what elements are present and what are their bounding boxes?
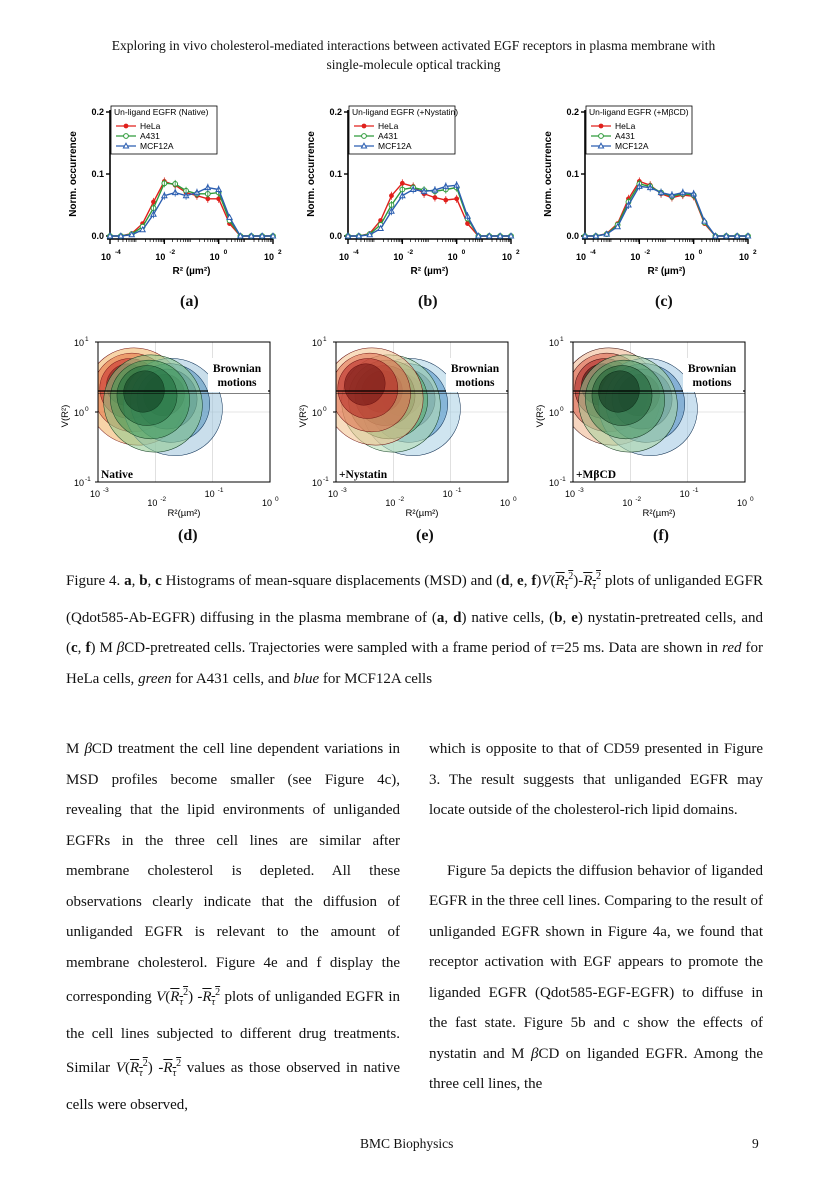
x-tick-exponent: 0 xyxy=(275,496,279,503)
x-tick-label: 10 xyxy=(622,498,633,508)
brownian-label-line-1: Brownian xyxy=(687,363,737,375)
legend-title: Un-ligand EGFR (+Nystatin) xyxy=(352,107,459,117)
y-tick-label: 0.0 xyxy=(329,231,342,241)
y-tick-label: 0.2 xyxy=(329,107,342,117)
x-tick-exponent: 0 xyxy=(750,496,754,503)
mask xyxy=(296,330,516,342)
mask xyxy=(533,330,753,342)
x-tick-exponent: -2 xyxy=(644,249,651,256)
x-tick-label: 10 xyxy=(738,252,750,262)
left-column xyxy=(66,734,400,1120)
x-tick-label: 10 xyxy=(564,489,576,499)
x-tick-label: 10 xyxy=(447,252,458,262)
y-axis-label: Norm. occurrence xyxy=(68,131,79,217)
legend xyxy=(586,106,692,154)
y-axis-label: Norm. occurrence xyxy=(543,131,554,217)
x-tick-label: 10 xyxy=(209,252,220,262)
condition-tag: Native xyxy=(101,469,133,481)
series-line-a431 xyxy=(348,188,511,236)
y-tick-label: 0.0 xyxy=(566,231,579,241)
series-line-a431 xyxy=(110,183,273,236)
legend-label-mcf12a: MCF12A xyxy=(140,141,174,151)
y-tick-label: 10 xyxy=(548,478,559,488)
legend-marker xyxy=(599,134,604,139)
x-tick-exponent: -3 xyxy=(341,487,347,494)
y-axis-label: V(R²) xyxy=(535,404,546,428)
x-axis-label: R²(µm²) xyxy=(405,508,439,519)
x-tick-exponent: -4 xyxy=(590,249,596,256)
msd-chart-svg xyxy=(68,100,283,280)
x-tick-label: 10 xyxy=(89,489,101,499)
vr-chart-svg xyxy=(58,330,278,520)
journal-name: BMC Biophysics xyxy=(360,1136,454,1151)
panel-label-b: (b) xyxy=(418,293,438,310)
y-tick-exponent: -1 xyxy=(560,476,566,483)
x-axis-label: R² (µm²) xyxy=(172,266,211,277)
x-tick-label: 10 xyxy=(327,489,339,499)
x-tick-label: 10 xyxy=(575,252,587,262)
y-tick-label: 10 xyxy=(311,478,322,488)
legend-label-hela: HeLa xyxy=(140,121,161,131)
condition-tag: +MβCD xyxy=(576,469,617,481)
y-tick-exponent: 0 xyxy=(323,406,327,413)
series-line-mcf12a xyxy=(110,188,273,236)
legend-label-a431: A431 xyxy=(615,131,635,141)
x-tick-exponent: 0 xyxy=(223,249,228,256)
legend-title: Un-ligand EGFR (Native) xyxy=(114,107,209,117)
y-axis-label: V(R²) xyxy=(298,404,309,428)
series-line-hela xyxy=(585,181,748,236)
running-header xyxy=(60,36,767,74)
msd-histogram-a xyxy=(68,100,283,280)
x-tick-exponent: 2 xyxy=(753,249,757,256)
y-tick-label: 0.2 xyxy=(566,107,579,117)
y-tick-label: 0.0 xyxy=(91,231,104,241)
x-tick-label: 10 xyxy=(147,498,158,508)
x-tick-label: 10 xyxy=(499,498,511,508)
x-tick-exponent: -2 xyxy=(398,496,405,503)
condition-tag: +Nystatin xyxy=(339,469,388,481)
y-tick-exponent: 0 xyxy=(85,406,89,413)
x-tick-label: 10 xyxy=(630,252,641,262)
vr-chart-svg xyxy=(296,330,516,520)
legend-label-a431: A431 xyxy=(378,131,398,141)
x-tick-label: 10 xyxy=(684,252,695,262)
y-tick-label: 0.1 xyxy=(91,169,104,179)
x-tick-label: 10 xyxy=(501,252,513,262)
y-tick-label: 10 xyxy=(73,478,84,488)
header-line-1: Exploring in vivo cholesterol-mediated interactions between activated EGF receptors in plasma membrane with xyxy=(111,38,716,53)
msd-chart-svg xyxy=(306,100,521,280)
x-tick-label: 10 xyxy=(679,489,690,499)
x-tick-exponent: 0 xyxy=(698,249,703,256)
x-axis-label: R²(µm²) xyxy=(642,508,676,519)
series-line-mcf12a xyxy=(585,186,748,236)
msd-chart-svg xyxy=(543,100,758,280)
header-line-2: single-molecule optical tracking xyxy=(326,57,501,72)
x-axis-label: R²(µm²) xyxy=(167,508,201,519)
legend-label-hela: HeLa xyxy=(615,121,636,131)
x-tick-exponent: -1 xyxy=(692,487,699,494)
panel-label-e: (e) xyxy=(416,527,434,544)
x-tick-label: 10 xyxy=(385,498,396,508)
legend-label-mcf12a: MCF12A xyxy=(615,141,649,151)
y-tick-label: 10 xyxy=(548,338,559,348)
y-tick-exponent: 1 xyxy=(560,336,564,343)
x-tick-exponent: -2 xyxy=(160,496,167,503)
x-tick-label: 10 xyxy=(204,489,215,499)
x-axis-label: R² (µm²) xyxy=(410,266,449,277)
legend xyxy=(111,106,217,154)
brownian-label-line-1: Brownian xyxy=(212,363,262,375)
x-tick-exponent: 2 xyxy=(516,249,520,256)
x-tick-exponent: 2 xyxy=(278,249,282,256)
legend-label-hela: HeLa xyxy=(378,121,399,131)
right-column xyxy=(429,734,763,1100)
x-tick-label: 10 xyxy=(263,252,275,262)
panel-label-d: (d) xyxy=(178,527,198,544)
x-tick-label: 10 xyxy=(155,252,166,262)
x-tick-label: 10 xyxy=(338,252,350,262)
x-tick-exponent: 0 xyxy=(461,249,466,256)
vr-contour-f xyxy=(533,330,753,520)
y-tick-label: 0.1 xyxy=(566,169,579,179)
panel-label-f: (f) xyxy=(653,527,669,544)
y-tick-label: 10 xyxy=(548,408,559,418)
y-tick-label: 10 xyxy=(73,338,84,348)
brownian-label-line-1: Brownian xyxy=(450,363,500,375)
y-tick-exponent: 0 xyxy=(560,406,564,413)
y-tick-label: 10 xyxy=(73,408,84,418)
legend-marker xyxy=(362,134,367,139)
x-tick-exponent: -2 xyxy=(407,249,414,256)
legend-title: Un-ligand EGFR (+MβCD) xyxy=(589,107,689,117)
y-tick-exponent: 1 xyxy=(85,336,89,343)
series-line-mcf12a xyxy=(348,185,511,236)
x-tick-label: 10 xyxy=(100,252,112,262)
left-column-text: M βCD treatment the cell line dependent variations in MSD profiles become smaller (see Figure 4c), revealing that the lipid environments of unliganded EGFRs in the three cell lines are similar after membrane cholesterol is depleted. All these observations clearly indicate that the diffusion of unliganded EGFR is relevant to the amount of membrane cholesterol. Figure 4e and f display the corresponding $V(R_\tau^2)$ $-R_\tau^2$ plots of unliganded EGFR in the cell lines subjected to different drug treatments. Similar $V(R_\tau^2)$ $-R_\tau^2$ values as those observed in native cells were observed, xyxy=(66,741,401,1113)
x-tick-label: 10 xyxy=(393,252,404,262)
y-tick-label: 10 xyxy=(311,408,322,418)
x-axis-label: R² (µm²) xyxy=(647,266,686,277)
legend-label-a431: A431 xyxy=(140,131,160,141)
brownian-label-line-2: motions xyxy=(692,377,732,389)
y-axis-label: V(R²) xyxy=(60,404,71,428)
right-column-paragraph-2: Figure 5a depicts the diffusion behavior of liganded EGFR in the three cell lines. Comparing to the result of unliganded EGFR shown in Figure 4a, we found that receptor activation with EGF appears to promote the liganded EGFR (Qdot585-EGF-EGFR) to diffuse in the fast state. Figure 5b and c show the effects of nystatin and M βCD on liganded EGFR. Among the three cell lines, the xyxy=(429,862,764,1092)
vr-chart-svg xyxy=(533,330,753,520)
y-axis-label: Norm. occurrence xyxy=(306,131,317,217)
y-tick-label: 0.1 xyxy=(329,169,342,179)
legend-marker xyxy=(124,124,129,129)
vr-contour-d xyxy=(58,330,278,520)
x-tick-label: 10 xyxy=(736,498,748,508)
x-tick-exponent: -2 xyxy=(169,249,176,256)
y-tick-exponent: -1 xyxy=(85,476,91,483)
caption-text: a, b, c Histograms of mean-square displacements (MSD) and (d, e, $f)V(R_\tau^2)-R_\tau^2$ plots of unliganded EGFR (Qdot585-Ab-EGFR) diffusing in the plasma membrane of (a, d) native cells, (b, e) nystatin-pretreated cells, and (c, f) M βCD-pretreated cells. Trajectories were sampled with a frame period of τ=25 ms. Data are shown in red for HeLa cells, green for A431 cells, and blue for MCF12A cells xyxy=(66,571,764,687)
legend-marker xyxy=(124,134,129,139)
y-tick-label: 10 xyxy=(311,338,322,348)
legend-marker xyxy=(362,124,367,129)
figure-caption xyxy=(66,562,763,694)
panel-label-a: (a) xyxy=(180,293,199,310)
x-tick-exponent: -1 xyxy=(217,487,224,494)
msd-histogram-b xyxy=(306,100,521,280)
mask xyxy=(58,330,278,342)
x-tick-exponent: -2 xyxy=(635,496,642,503)
legend xyxy=(349,106,458,154)
y-tick-label: 0.2 xyxy=(91,107,104,117)
right-column-paragraph-1: which is opposite to that of CD59 presented in Figure 3. The result suggests that unliganded EGFR may locate outside of the cholesterol-rich lipid domains. xyxy=(429,741,763,818)
caption-lead: Figure 4. xyxy=(66,573,121,589)
series-line-hela xyxy=(110,181,273,236)
x-tick-exponent: -3 xyxy=(578,487,584,494)
x-tick-exponent: -4 xyxy=(115,249,121,256)
y-tick-exponent: 1 xyxy=(323,336,327,343)
brownian-label-line-2: motions xyxy=(455,377,495,389)
x-tick-exponent: 0 xyxy=(513,496,517,503)
page-number: 9 xyxy=(752,1136,759,1151)
legend-label-mcf12a: MCF12A xyxy=(378,141,412,151)
panel-label-c: (c) xyxy=(655,293,673,310)
x-tick-exponent: -4 xyxy=(353,249,359,256)
x-tick-label: 10 xyxy=(442,489,453,499)
x-tick-exponent: -3 xyxy=(103,487,109,494)
brownian-label-line-2: motions xyxy=(217,377,257,389)
legend-marker xyxy=(599,124,604,129)
x-tick-exponent: -1 xyxy=(455,487,462,494)
x-tick-label: 10 xyxy=(261,498,273,508)
vr-contour-e xyxy=(296,330,516,520)
msd-histogram-c xyxy=(543,100,758,280)
y-tick-exponent: -1 xyxy=(323,476,329,483)
series-line-a431 xyxy=(585,184,748,236)
